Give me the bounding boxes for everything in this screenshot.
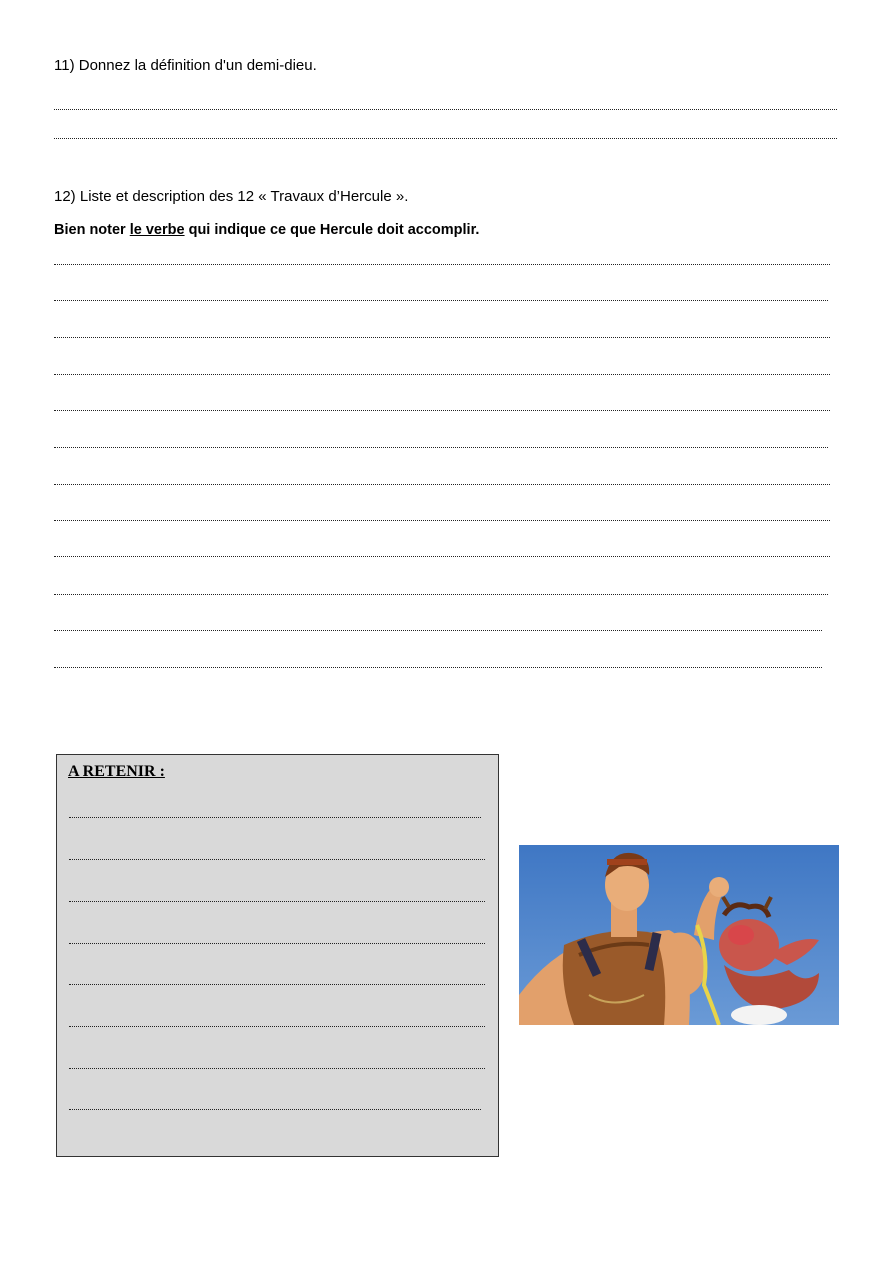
question-11-label: 11) Donnez la définition d'un demi-dieu. xyxy=(54,57,317,74)
answer-line[interactable] xyxy=(54,594,828,595)
answer-line[interactable] xyxy=(54,374,830,375)
retenir-box xyxy=(56,754,499,1157)
answer-line[interactable] xyxy=(54,630,822,631)
instruction-verb: le verbe xyxy=(129,222,185,238)
answer-line[interactable] xyxy=(54,138,837,139)
retenir-line[interactable] xyxy=(69,984,485,985)
answer-line[interactable] xyxy=(54,300,828,301)
retenir-line[interactable] xyxy=(69,859,485,860)
instruction-post: qui indique ce que Hercule doit accomplir. xyxy=(184,222,480,238)
answer-line[interactable] xyxy=(54,410,830,411)
hercules-illustration xyxy=(519,845,839,1025)
retenir-line[interactable] xyxy=(69,817,481,818)
answer-line[interactable] xyxy=(54,556,830,557)
answer-line[interactable] xyxy=(54,667,822,668)
answer-line[interactable] xyxy=(54,337,830,338)
answer-line[interactable] xyxy=(54,264,830,265)
question-12-label: 12) Liste et description des 12 « Travaux d’Hercule ». xyxy=(54,188,409,205)
answer-line[interactable] xyxy=(54,447,828,448)
retenir-line[interactable] xyxy=(69,1109,481,1110)
retenir-line[interactable] xyxy=(69,1068,485,1069)
question-12-instruction xyxy=(54,222,479,238)
retenir-line[interactable] xyxy=(69,901,485,902)
retenir-title: A RETENIR : xyxy=(68,763,165,780)
retenir-line[interactable] xyxy=(69,1026,485,1027)
answer-line[interactable] xyxy=(54,520,830,521)
answer-line[interactable] xyxy=(54,109,837,110)
retenir-line[interactable] xyxy=(69,943,485,944)
answer-line[interactable] xyxy=(54,484,830,485)
instruction-pre: Bien noter xyxy=(54,222,130,238)
